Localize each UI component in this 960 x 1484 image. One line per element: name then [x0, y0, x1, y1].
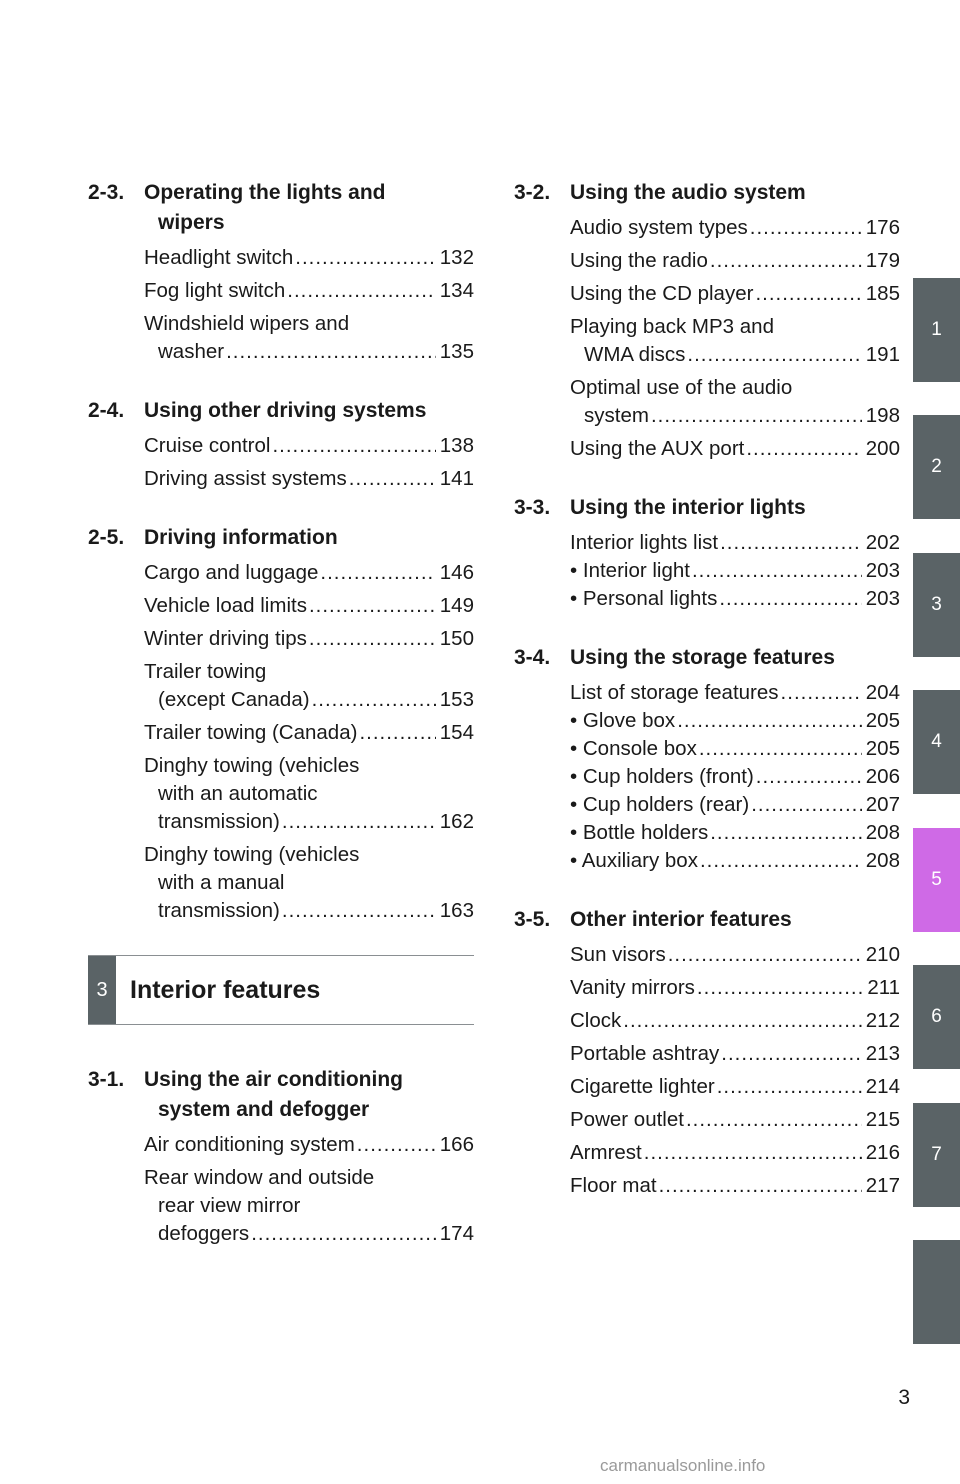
page-ref: 214: [865, 1075, 900, 1098]
toc-entry-power-outlet[interactable]: Power outlet ..... 215: [570, 1106, 900, 1134]
toc-entry-interior-lights-list[interactable]: Interior lights list ..... 202: [570, 529, 900, 557]
page-ref: 210: [865, 943, 900, 966]
section-number: 3-2.: [514, 181, 551, 204]
toc-entry-optimal-use-audio[interactable]: Optimal use of the audio system ..... 198: [570, 374, 900, 430]
toc-entry-armrest[interactable]: Armrest ..... 216: [570, 1139, 900, 1167]
toc-entry-trailer-towing-except-canada[interactable]: Trailer towing (except Canada) ..... 153: [144, 658, 474, 714]
toc-entry-headlight-switch[interactable]: Headlight switch ..... 132: [144, 244, 474, 272]
toc-entry-air-conditioning-system[interactable]: Air conditioning system ..... 166: [144, 1131, 474, 1159]
chapter-tab-3[interactable]: 3: [913, 553, 960, 657]
toc-entry-using-the-radio[interactable]: Using the radio ..... 179: [570, 247, 900, 275]
section-number: 2-5.: [88, 526, 125, 549]
toc-entry-storage-features-list[interactable]: List of storage features ..... 204: [570, 679, 900, 707]
toc-section-3-3: [514, 493, 900, 613]
page-ref: 179: [865, 249, 900, 272]
section-title: Driving information: [144, 526, 338, 549]
chapter-title: Interior features: [130, 975, 321, 1004]
page-ref: 200: [865, 437, 900, 460]
section-heading: [514, 178, 900, 208]
page-ref: 154: [439, 721, 474, 744]
section-heading: [88, 523, 474, 553]
page-ref: 174: [439, 1222, 474, 1245]
toc-entry-floor-mat[interactable]: Floor mat ..... 217: [570, 1172, 900, 1200]
section-title: Using the audio system: [570, 181, 806, 204]
section-heading: [514, 905, 900, 935]
section-title: Operating the lights and wipers: [144, 181, 386, 234]
toc-section-3-5: [514, 905, 900, 1200]
page-ref: 206: [865, 765, 900, 788]
chapter-tab-index[interactable]: [913, 1240, 960, 1344]
toc-entry-dinghy-towing-manual[interactable]: Dinghy towing (vehicles with a manual transmission) ..... 163: [144, 841, 474, 925]
page-ref: 203: [865, 559, 900, 582]
page-ref: 215: [865, 1108, 900, 1131]
page-ref: 207: [865, 793, 900, 816]
toc-entry-vanity-mirrors[interactable]: Vanity mirrors ..... 211: [570, 974, 900, 1002]
section-title: Using the storage features: [570, 646, 835, 669]
section-heading: [88, 396, 474, 426]
section-heading: [88, 178, 474, 238]
toc-entry-fog-light-switch[interactable]: Fog light switch ..... 134: [144, 277, 474, 305]
section-heading: [88, 1065, 474, 1125]
page-ref: 134: [439, 279, 474, 302]
page-ref: 216: [865, 1141, 900, 1164]
toc-section-3-1: [88, 1065, 474, 1248]
page-ref: 138: [439, 434, 474, 457]
section-heading: [514, 643, 900, 673]
toc-entry-cup-holders-rear[interactable]: • Cup holders (rear) ..... 207: [570, 791, 900, 819]
toc-entry-personal-lights[interactable]: • Personal lights ..... 203: [570, 585, 900, 613]
toc-left-column: [88, 178, 474, 1278]
page-ref: 205: [865, 737, 900, 760]
section-number: 3-1.: [88, 1068, 125, 1091]
toc-entry-interior-light[interactable]: • Interior light ..... 203: [570, 557, 900, 585]
toc-entry-bottle-holders[interactable]: • Bottle holders ..... 208: [570, 819, 900, 847]
page-ref: 203: [865, 587, 900, 610]
toc-entry-dinghy-towing-automatic[interactable]: Dinghy towing (vehicles with an automatic transmission) ..... 162: [144, 752, 474, 836]
section-number: 3-4.: [514, 646, 551, 669]
section-number: 3-5.: [514, 908, 551, 931]
toc-entry-trailer-towing-canada[interactable]: Trailer towing (Canada) ..... 154: [144, 719, 474, 747]
toc-entry-console-box[interactable]: • Console box ..... 205: [570, 735, 900, 763]
page-ref: 153: [439, 688, 474, 711]
page-ref: 213: [865, 1042, 900, 1065]
toc-entry-using-the-cd-player[interactable]: Using the CD player ..... 185: [570, 280, 900, 308]
page-ref: 202: [865, 531, 900, 554]
page-ref: 205: [865, 709, 900, 732]
page-ref: 212: [865, 1009, 900, 1032]
chapter-tab-6[interactable]: 6: [913, 965, 960, 1069]
page-ref: 208: [865, 849, 900, 872]
section-title: Using the interior lights: [570, 496, 806, 519]
section-title: Other interior features: [570, 908, 792, 931]
toc-entry-aux-port[interactable]: Using the AUX port ..... 200: [570, 435, 900, 463]
page-number: 3: [898, 1386, 910, 1409]
page-ref: 217: [865, 1174, 900, 1197]
toc-section-3-4: [514, 643, 900, 875]
toc-entry-audio-system-types[interactable]: Audio system types ..... 176: [570, 214, 900, 242]
toc-entry-rear-window-defoggers[interactable]: Rear window and outside rear view mirror defoggers ..... 174: [144, 1164, 474, 1248]
toc-entry-vehicle-load-limits[interactable]: Vehicle load limits ..... 149: [144, 592, 474, 620]
chapter-heading-band: [88, 955, 474, 1025]
chapter-tab-5[interactable]: 5: [913, 828, 960, 932]
page-ref: 146: [439, 561, 474, 584]
section-number: 2-4.: [88, 399, 125, 422]
page-ref: 149: [439, 594, 474, 617]
page-ref: 163: [439, 899, 474, 922]
page-ref: 141: [439, 467, 474, 490]
toc-right-column: [514, 178, 900, 1230]
chapter-tab-4[interactable]: 4: [913, 690, 960, 794]
watermark: carmanualsonline.info: [600, 1456, 766, 1475]
toc-entry-clock[interactable]: Clock ..... 212: [570, 1007, 900, 1035]
page-ref: 132: [439, 246, 474, 269]
page-ref: 208: [865, 821, 900, 844]
page-ref: 135: [439, 340, 474, 363]
page-ref: 162: [439, 810, 474, 833]
toc-entry-driving-assist-systems[interactable]: Driving assist systems ..... 141: [144, 465, 474, 493]
toc-section-2-4: [88, 396, 474, 493]
page-ref: 166: [439, 1133, 474, 1156]
toc-entry-mp3-wma-discs[interactable]: Playing back MP3 and WMA discs ..... 191: [570, 313, 900, 369]
toc-section-2-3: [88, 178, 474, 366]
toc-entry-cup-holders-front[interactable]: • Cup holders (front) ..... 206: [570, 763, 900, 791]
toc-entry-cruise-control[interactable]: Cruise control ..... 138: [144, 432, 474, 460]
toc-entry-cargo-and-luggage[interactable]: Cargo and luggage ..... 146: [144, 559, 474, 587]
section-title: Using the air conditioning system and defogger: [144, 1068, 403, 1121]
chapter-tab-7[interactable]: 7: [913, 1103, 960, 1207]
toc-entry-windshield-wipers[interactable]: Windshield wipers and washer ..... 135: [144, 310, 474, 366]
toc-entry-winter-driving-tips[interactable]: Winter driving tips ..... 150: [144, 625, 474, 653]
toc-entry-cigarette-lighter[interactable]: Cigarette lighter ..... 214: [570, 1073, 900, 1101]
toc-entry-glove-box[interactable]: • Glove box ..... 205: [570, 707, 900, 735]
toc-section-3-2: [514, 178, 900, 463]
toc-entry-sun-visors[interactable]: Sun visors ..... 210: [570, 941, 900, 969]
page-ref: 191: [865, 343, 900, 366]
section-title: Using other driving systems: [144, 399, 427, 422]
chapter-tab-1[interactable]: 1: [913, 278, 960, 382]
chapter-tab-2[interactable]: 2: [913, 415, 960, 519]
page-ref: 204: [865, 681, 900, 704]
toc-entry-auxiliary-box[interactable]: • Auxiliary box ..... 208: [570, 847, 900, 875]
section-heading: [514, 493, 900, 523]
page-ref: 150: [439, 627, 474, 650]
page-ref: 211: [867, 976, 900, 999]
toc-entry-portable-ashtray[interactable]: Portable ashtray ..... 213: [570, 1040, 900, 1068]
page-ref: 185: [865, 282, 900, 305]
chapter-number: 3: [88, 956, 116, 1024]
section-number: 3-3.: [514, 496, 551, 519]
page-ref: 198: [865, 404, 900, 427]
section-number: 2-3.: [88, 181, 125, 204]
page-ref: 176: [865, 216, 900, 239]
toc-section-2-5: [88, 523, 474, 925]
